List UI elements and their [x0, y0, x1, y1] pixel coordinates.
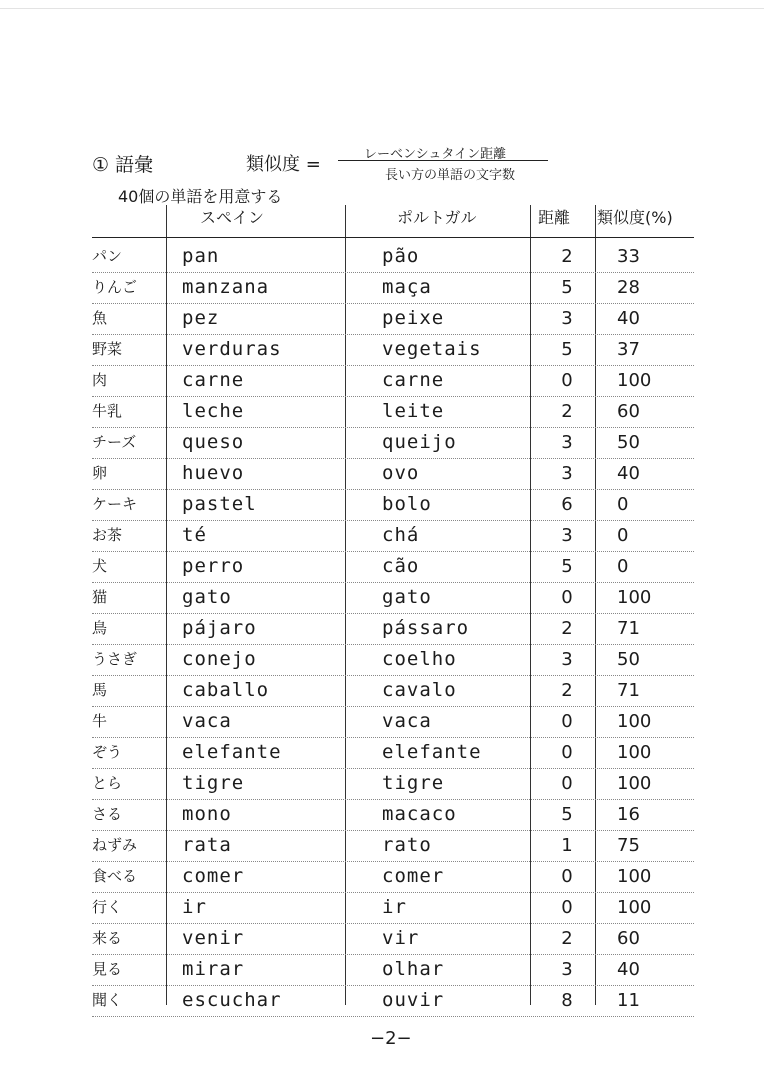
spanish-word: ir — [182, 896, 207, 918]
column-header-distance: 距離 — [538, 208, 571, 227]
spanish-word: carne — [182, 369, 245, 391]
table-row — [92, 985, 694, 1017]
japanese-word: 魚 — [92, 309, 108, 327]
portuguese-word: chá — [382, 524, 420, 546]
spanish-word: pez — [182, 307, 220, 329]
portuguese-word: vir — [382, 927, 420, 949]
portuguese-word: ir — [382, 896, 407, 918]
distance-value: 0 — [561, 711, 573, 732]
distance-value: 0 — [561, 742, 573, 763]
japanese-word: 食べる — [92, 867, 138, 885]
distance-value: 3 — [561, 959, 573, 980]
table-row — [92, 892, 694, 924]
similarity-value: 100 — [617, 587, 652, 608]
distance-value: 3 — [561, 525, 573, 546]
table-row — [92, 551, 694, 583]
table-row — [92, 582, 694, 614]
distance-value: 2 — [561, 401, 573, 422]
portuguese-word: comer — [382, 865, 445, 887]
japanese-word: 牛乳 — [92, 402, 123, 420]
portuguese-word: pão — [382, 245, 420, 267]
table-row — [92, 458, 694, 490]
japanese-word: 聞く — [92, 991, 123, 1009]
japanese-word: 猫 — [92, 588, 108, 606]
column-header-spanish: スペイン — [200, 208, 265, 227]
spanish-word: leche — [182, 400, 245, 422]
japanese-word: ねずみ — [92, 836, 138, 854]
page-number: −2− — [370, 1028, 412, 1049]
header-rule — [92, 237, 694, 238]
similarity-value: 0 — [617, 556, 629, 577]
similarity-value: 100 — [617, 897, 652, 918]
japanese-word: 牛 — [92, 712, 108, 730]
spanish-word: verduras — [182, 338, 282, 360]
table-row — [92, 768, 694, 800]
portuguese-word: cão — [382, 555, 420, 577]
table-row — [92, 675, 694, 707]
distance-value: 5 — [561, 277, 573, 298]
table-row — [92, 520, 694, 552]
spanish-word: té — [182, 524, 207, 546]
japanese-word: 行く — [92, 898, 123, 916]
similarity-value: 100 — [617, 742, 652, 763]
similarity-value: 100 — [617, 370, 652, 391]
japanese-word: 肉 — [92, 371, 108, 389]
japanese-word: さる — [92, 805, 123, 823]
portuguese-word: ouvir — [382, 989, 445, 1011]
similarity-value: 50 — [617, 649, 640, 670]
distance-value: 2 — [561, 618, 573, 639]
distance-value: 3 — [561, 308, 573, 329]
table-row — [92, 706, 694, 738]
table-row — [92, 272, 694, 304]
spanish-word: caballo — [182, 679, 270, 701]
column-header-portuguese: ポルトガル — [397, 208, 477, 227]
spanish-word: comer — [182, 865, 245, 887]
portuguese-word: olhar — [382, 958, 445, 980]
portuguese-word: ovo — [382, 462, 420, 484]
portuguese-word: maça — [382, 276, 432, 298]
formula-numerator: レーベンシュタイン距離 — [364, 147, 507, 162]
japanese-word: うさぎ — [92, 650, 138, 668]
distance-value: 6 — [561, 494, 573, 515]
table-row — [92, 830, 694, 862]
portuguese-word: bolo — [382, 493, 432, 515]
distance-value: 0 — [561, 773, 573, 794]
similarity-value: 75 — [617, 835, 640, 856]
distance-value: 0 — [561, 866, 573, 887]
japanese-word: 馬 — [92, 681, 108, 699]
table-row — [92, 861, 694, 893]
portuguese-word: macaco — [382, 803, 457, 825]
similarity-value: 71 — [617, 618, 640, 639]
spanish-word: perro — [182, 555, 245, 577]
japanese-word: とら — [92, 774, 123, 792]
similarity-value: 40 — [617, 308, 640, 329]
portuguese-word: gato — [382, 586, 432, 608]
spanish-word: vaca — [182, 710, 232, 732]
table-row — [92, 396, 694, 428]
similarity-value: 28 — [617, 277, 640, 298]
table-row — [92, 923, 694, 955]
section-title: ① 語彙 — [92, 154, 154, 176]
similarity-value: 60 — [617, 401, 640, 422]
instruction-text: 40個の単語を用意する — [118, 187, 283, 206]
similarity-value: 40 — [617, 463, 640, 484]
table-row — [92, 737, 694, 769]
table-row — [92, 241, 694, 273]
table-row — [92, 799, 694, 831]
similarity-value: 60 — [617, 928, 640, 949]
japanese-word: ケーキ — [92, 495, 138, 513]
spanish-word: rata — [182, 834, 232, 856]
similarity-value: 71 — [617, 680, 640, 701]
spanish-word: tigre — [182, 772, 245, 794]
portuguese-word: vaca — [382, 710, 432, 732]
spanish-word: mirar — [182, 958, 245, 980]
similarity-value: 0 — [617, 525, 629, 546]
japanese-word: 来る — [92, 929, 123, 947]
distance-value: 0 — [561, 587, 573, 608]
spanish-word: pan — [182, 245, 220, 267]
portuguese-word: carne — [382, 369, 445, 391]
portuguese-word: leite — [382, 400, 445, 422]
fraction-bar — [338, 160, 548, 161]
japanese-word: ぞう — [92, 743, 123, 761]
distance-value: 3 — [561, 463, 573, 484]
spanish-word: elefante — [182, 741, 282, 763]
portuguese-word: pássaro — [382, 617, 470, 639]
similarity-value: 33 — [617, 246, 640, 267]
portuguese-word: queijo — [382, 431, 457, 453]
portuguese-word: elefante — [382, 741, 482, 763]
table-row — [92, 365, 694, 397]
distance-value: 2 — [561, 246, 573, 267]
japanese-word: お茶 — [92, 526, 123, 544]
spanish-word: mono — [182, 803, 232, 825]
similarity-value: 11 — [617, 990, 640, 1011]
spanish-word: huevo — [182, 462, 245, 484]
distance-value: 5 — [561, 804, 573, 825]
portuguese-word: vegetais — [382, 338, 482, 360]
portuguese-word: cavalo — [382, 679, 457, 701]
column-header-similarity: 類似度(%) — [597, 208, 673, 227]
distance-value: 5 — [561, 339, 573, 360]
spanish-word: queso — [182, 431, 245, 453]
similarity-value: 16 — [617, 804, 640, 825]
similarity-value: 50 — [617, 432, 640, 453]
distance-value: 8 — [561, 990, 573, 1011]
japanese-word: 野菜 — [92, 340, 123, 358]
distance-value: 1 — [561, 835, 573, 856]
spanish-word: escuchar — [182, 989, 282, 1011]
spanish-word: gato — [182, 586, 232, 608]
similarity-value: 40 — [617, 959, 640, 980]
table-row — [92, 303, 694, 335]
similarity-formula-label: 類似度 = — [246, 154, 321, 175]
similarity-value: 100 — [617, 866, 652, 887]
similarity-value: 100 — [617, 711, 652, 732]
japanese-word: パン — [92, 247, 123, 265]
spanish-word: manzana — [182, 276, 270, 298]
distance-value: 0 — [561, 370, 573, 391]
spanish-word: venir — [182, 927, 245, 949]
distance-value: 0 — [561, 897, 573, 918]
distance-value: 5 — [561, 556, 573, 577]
portuguese-word: tigre — [382, 772, 445, 794]
portuguese-word: coelho — [382, 648, 457, 670]
japanese-word: チーズ — [92, 433, 137, 451]
distance-value: 2 — [561, 928, 573, 949]
table-row — [92, 427, 694, 459]
portuguese-word: peixe — [382, 307, 445, 329]
table-row — [92, 489, 694, 521]
similarity-value: 0 — [617, 494, 629, 515]
portuguese-word: rato — [382, 834, 432, 856]
spanish-word: conejo — [182, 648, 257, 670]
japanese-word: 卵 — [92, 464, 108, 482]
japanese-word: 鳥 — [92, 619, 108, 637]
distance-value: 3 — [561, 432, 573, 453]
scan-edge-line — [0, 8, 764, 9]
table-row — [92, 644, 694, 676]
table-row — [92, 613, 694, 645]
distance-value: 2 — [561, 680, 573, 701]
spanish-word: pájaro — [182, 617, 257, 639]
table-row — [92, 954, 694, 986]
formula-denominator: 長い方の単語の文字数 — [385, 168, 516, 183]
table-row — [92, 334, 694, 366]
japanese-word: 犬 — [92, 557, 108, 575]
distance-value: 3 — [561, 649, 573, 670]
japanese-word: 見る — [92, 960, 123, 978]
similarity-value: 100 — [617, 773, 652, 794]
spanish-word: pastel — [182, 493, 257, 515]
japanese-word: りんご — [92, 278, 138, 296]
similarity-value: 37 — [617, 339, 640, 360]
